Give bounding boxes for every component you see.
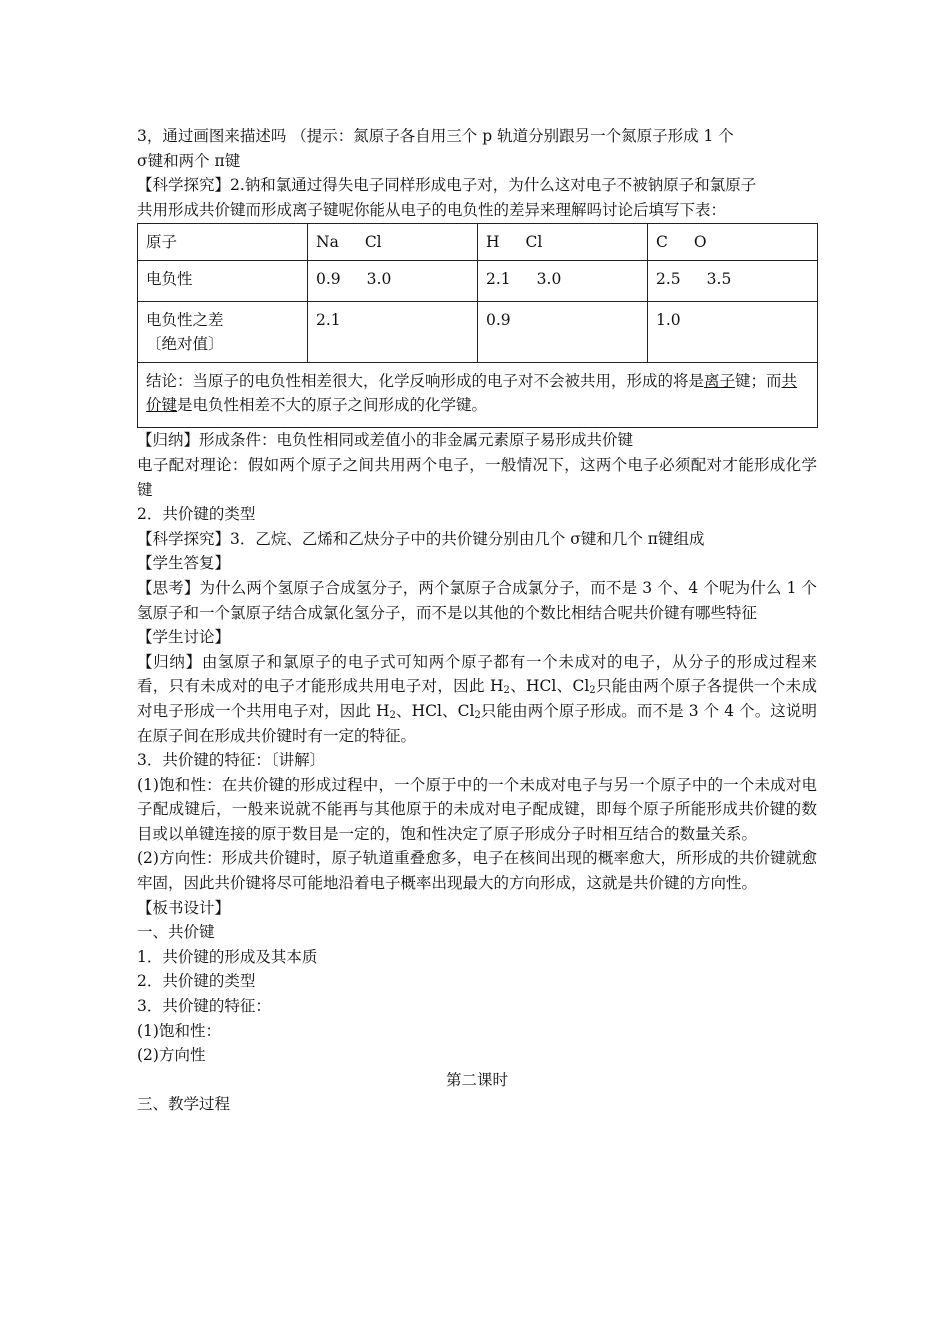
text-line: 【科学探究】3．乙烷、乙烯和乙炔分子中的共价键分别由几个 σ键和几个 π键组成 xyxy=(137,529,705,548)
paragraph: (2)方向性：形成共价键时，原子轨道重叠愈多，电子在核间出现的概率愈大，所形成的共价键就愈牢固，因此共价键将尽可能地沿着电子概率出现最大的方向形成，这就是共价键的方向性。 xyxy=(137,849,817,893)
text-line: 【科学探究】2.钠和氯通过得失电子同样形成电子对，为什么这对电子不被钠原子和氯原子 xyxy=(137,176,757,195)
table-cell: 原子 xyxy=(138,224,308,261)
conclusion-cell: 结论：当原子的电负性相差很大，化学反响形成的电子对不会被共用，形成的将是离子键；而共价键是电负性相差不大的原子之间形成的化学键。 xyxy=(138,363,818,428)
electronegativity-table xyxy=(137,223,818,428)
table-row xyxy=(138,363,818,428)
table-row xyxy=(138,302,818,363)
text-line: 【板书设计】 xyxy=(137,898,231,917)
text-line: (2)方向性 xyxy=(137,1046,206,1065)
lesson-title: 第二课时 xyxy=(445,1070,508,1089)
table-row xyxy=(138,261,818,302)
table-cell: H Cl xyxy=(478,224,648,261)
table-row xyxy=(138,224,818,261)
document-page xyxy=(137,124,817,1117)
text-line: 3，通过画图来描述吗 （提示：氮原子各自用三个 p 轨道分别跟另一个氮原子形成 1 个 xyxy=(137,127,734,145)
text-line: 【学生讨论】 xyxy=(137,628,231,647)
paragraph: 【思考】为什么两个氢原子合成氢分子，两个氯原子合成氯分子，而不是 3 个、4 个呢为什么 1 个氢原子和一个氯原子结合成氯化氢分子，而不是以其他的个数比相结合呢共价键有哪些特征 xyxy=(137,578,817,622)
text-line: 【学生答复】 xyxy=(137,554,231,573)
table-cell: 电负性 xyxy=(138,261,308,302)
table-cell: 1.0 xyxy=(648,302,818,363)
text-line: 一、共价键 xyxy=(137,923,215,942)
text-line: 1．共价键的形成及其本质 xyxy=(137,947,318,966)
table-cell: 0.9 xyxy=(478,302,648,363)
paragraph: (1)饱和性：在共价键的形成过程中，一个原于中的一个未成对电子与另一个原子中的一个未成对电子配成键后，一般来说就不能再与其他原于的未成对电子配成键，即每个原子所能形成共价键的数目或以单键连接的原于数目是一定的，饱和性决定了原子形成分子时相互结合的数量关系。 xyxy=(137,775,817,843)
text-line: σ键和两个 π键 xyxy=(137,151,241,170)
table-cell: 2.1 3.0 xyxy=(478,261,648,302)
text-line: 共用形成共价键而形成离子键呢你能从电子的电负性的差异来理解吗讨论后填写下表： xyxy=(137,200,727,219)
paragraph: 【归纳】由氢原子和氯原子的电子式可知两个原子都有一个未成对的电子，从分子的形成过程来看，只有未成对的电子才能形成共用电子对，因此 $H_2$、HCl、$Cl_2$只能由两个原子各提供一个未成对电子形成一个共用电子对，因此 $H_2$、HCl、$Cl_2$只能由两个原子形成。而不是 3 个 4 个。这说明在原子间在形成共价键时有一定的特征。 xyxy=(137,652,817,745)
text-line: 2．共价键的类型 xyxy=(137,972,256,991)
table-cell: 2.1 xyxy=(308,302,478,363)
table-cell: 电负性之差 〔绝对值〕 xyxy=(138,302,308,363)
section-heading: 2．共价键的类型 xyxy=(137,505,256,524)
text-line: 【归纳】形成条件：电负性相同或差值小的非金属元素原子易形成共价键 xyxy=(137,431,634,450)
table-cell: 2.5 3.5 xyxy=(648,261,818,302)
section-heading: 三、教学过程 xyxy=(137,1095,231,1114)
paragraph: 电子配对理论：假如两个原子之间共用两个电子，一般情况下，这两个电子必须配对才能形成化学键 xyxy=(137,455,817,499)
text-line: 3．共价键的特征： xyxy=(137,997,271,1016)
table-cell: 0.9 3.0 xyxy=(308,261,478,302)
table-cell: C O xyxy=(648,224,818,261)
text-line: (1)饱和性： xyxy=(137,1021,221,1040)
table-cell: Na Cl xyxy=(308,224,478,261)
section-heading: 3．共价键的特征：〔讲解〕 xyxy=(137,751,326,770)
